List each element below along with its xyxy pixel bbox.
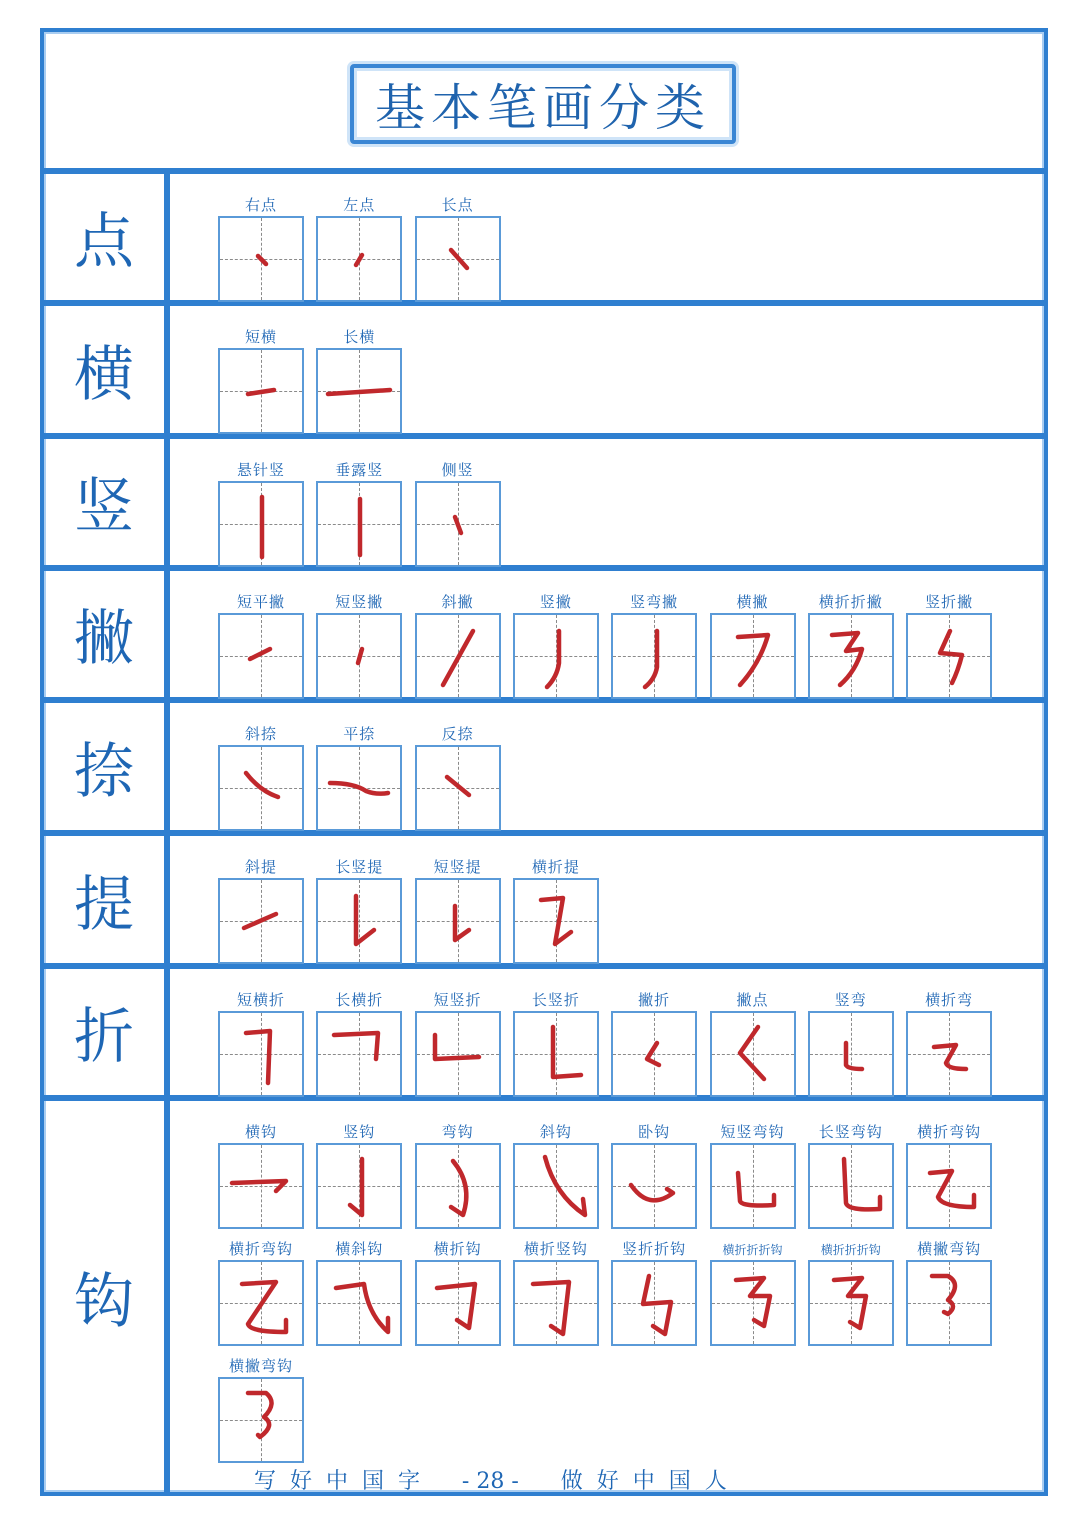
stroke-label: 斜提 — [244, 858, 277, 876]
stroke-label: 长横 — [343, 328, 376, 346]
practice-grid-box — [906, 613, 992, 699]
practice-grid-box — [710, 1143, 796, 1229]
practice-grid-box — [415, 1011, 501, 1097]
stroke-glyph — [318, 747, 400, 829]
stroke-label: 撇折 — [638, 991, 671, 1009]
practice-grid-box — [415, 1143, 501, 1229]
stroke-glyph — [318, 218, 400, 300]
stroke-glyph — [318, 1013, 400, 1095]
stroke-glyph — [417, 1145, 499, 1227]
stroke-glyph — [908, 615, 990, 697]
category-label: 竖 — [44, 439, 170, 565]
category-row — [44, 174, 1044, 306]
stroke-glyph — [220, 1379, 302, 1461]
stroke-path — [553, 1027, 581, 1077]
stroke-label: 短竖弯钩 — [720, 1123, 785, 1141]
category-row — [44, 836, 1044, 969]
stroke-label: 卧钩 — [638, 1123, 671, 1141]
stroke-label: 横折折折钩 — [722, 1243, 783, 1257]
stroke-glyph — [613, 1145, 695, 1227]
stroke-label: 左点 — [343, 196, 376, 214]
stroke-label: 横撇弯钩 — [917, 1240, 982, 1258]
stroke-label: 横折弯钩 — [917, 1123, 982, 1141]
stroke-glyph — [515, 615, 597, 697]
practice-grid-box — [415, 481, 501, 567]
practice-grid-box — [218, 1377, 304, 1463]
stroke-label: 短竖折 — [433, 991, 482, 1009]
stroke-label: 弯钩 — [441, 1123, 474, 1141]
practice-grid-box — [710, 1260, 796, 1346]
stroke-glyph — [318, 350, 400, 432]
stroke-glyph — [613, 1013, 695, 1095]
stroke-glyph — [220, 615, 302, 697]
stroke-chart-sheet — [40, 28, 1048, 1496]
practice-grid-box — [415, 613, 501, 699]
practice-grid-box — [218, 1011, 304, 1097]
stroke-label: 横折弯钩 — [228, 1240, 293, 1258]
practice-grid-box — [415, 745, 501, 831]
practice-grid-box — [218, 348, 304, 434]
stroke-path — [356, 255, 362, 265]
practice-grid-box — [316, 613, 402, 699]
stroke-label: 横折竖钩 — [523, 1240, 588, 1258]
stroke-glyph — [318, 1262, 400, 1344]
footer-page-number: - 28 - — [461, 1469, 519, 1494]
practice-grid-box — [415, 216, 501, 302]
category-label: 钩 — [44, 1101, 170, 1492]
stroke-path — [248, 1393, 272, 1437]
practice-grid-box — [415, 878, 501, 964]
stroke-path — [647, 1043, 659, 1065]
footer — [254, 1464, 954, 1494]
stroke-glyph — [220, 1262, 302, 1344]
stroke-path — [437, 1284, 475, 1328]
category-row — [44, 439, 1044, 571]
stroke-label: 横斜钩 — [335, 1240, 384, 1258]
stroke-label: 悬针竖 — [236, 461, 285, 479]
stroke-glyph — [613, 1262, 695, 1344]
stroke-path — [244, 914, 276, 928]
category-label: 捺 — [44, 703, 170, 830]
stroke-glyph — [318, 483, 400, 565]
stroke-glyph — [417, 880, 499, 962]
stroke-path — [242, 1282, 286, 1332]
practice-grid-box — [808, 613, 894, 699]
stroke-label: 长点 — [441, 196, 474, 214]
practice-grid-box — [906, 1260, 992, 1346]
practice-grid-box — [611, 1260, 697, 1346]
practice-grid-box — [906, 1011, 992, 1097]
stroke-glyph — [220, 880, 302, 962]
stroke-glyph — [908, 1013, 990, 1095]
stroke-label: 竖钩 — [343, 1123, 376, 1141]
practice-grid-box — [611, 1143, 697, 1229]
stroke-label: 短平撇 — [236, 593, 285, 611]
stroke-label: 横折提 — [531, 858, 580, 876]
practice-grid-box — [611, 1011, 697, 1097]
practice-grid-box — [316, 481, 402, 567]
stroke-glyph — [220, 747, 302, 829]
stroke-label: 长横折 — [335, 991, 384, 1009]
stroke-glyph — [417, 483, 499, 565]
stroke-path — [740, 1027, 764, 1079]
stroke-label: 长竖弯钩 — [818, 1123, 883, 1141]
stroke-path — [435, 1035, 479, 1059]
stroke-label: 竖弯撇 — [630, 593, 679, 611]
stroke-path — [350, 1159, 362, 1215]
stroke-glyph — [318, 615, 400, 697]
stroke-label: 横钩 — [244, 1123, 277, 1141]
stroke-path — [940, 631, 962, 683]
stroke-glyph — [613, 615, 695, 697]
stroke-glyph — [417, 615, 499, 697]
stroke-label: 竖折折钩 — [622, 1240, 687, 1258]
stroke-path — [447, 777, 469, 795]
stroke-glyph — [908, 1262, 990, 1344]
stroke-glyph — [515, 880, 597, 962]
stroke-path — [736, 1278, 770, 1326]
stroke-glyph — [712, 615, 794, 697]
stroke-path — [834, 1278, 866, 1328]
stroke-glyph — [810, 1013, 892, 1095]
practice-grid-box — [611, 613, 697, 699]
stroke-glyph — [220, 1145, 302, 1227]
stroke-glyph — [220, 483, 302, 565]
practice-grid-box — [316, 348, 402, 434]
stroke-label: 横折折撇 — [818, 593, 883, 611]
practice-grid-box — [218, 1143, 304, 1229]
stroke-path — [738, 635, 768, 685]
practice-grid-box — [316, 878, 402, 964]
stroke-path — [645, 631, 657, 687]
stroke-path — [250, 649, 270, 659]
stroke-glyph — [810, 615, 892, 697]
stroke-label: 右点 — [244, 196, 277, 214]
stroke-path — [738, 1173, 774, 1206]
stroke-label: 斜钩 — [539, 1123, 572, 1141]
stroke-path — [330, 783, 388, 794]
footer-left: 写 好 中 国 字 — [254, 1469, 420, 1494]
practice-grid-box — [218, 745, 304, 831]
category-label: 撇 — [44, 571, 170, 697]
stroke-path — [451, 1161, 466, 1215]
stroke-path — [358, 649, 362, 663]
page-title: 基本笔画分类 — [350, 64, 736, 144]
practice-grid-box — [218, 878, 304, 964]
stroke-glyph — [712, 1145, 794, 1227]
stroke-label: 斜撇 — [441, 593, 474, 611]
practice-grid-box — [808, 1260, 894, 1346]
stroke-path — [541, 898, 571, 944]
stroke-label: 竖折撇 — [925, 593, 974, 611]
stroke-path — [455, 517, 461, 533]
stroke-path — [932, 1276, 955, 1314]
stroke-label: 垂露竖 — [335, 461, 384, 479]
stroke-label: 竖撇 — [539, 593, 572, 611]
header — [44, 32, 1044, 174]
category-label: 横 — [44, 306, 170, 433]
stroke-path — [934, 1045, 966, 1069]
practice-grid-box — [316, 1143, 402, 1229]
practice-grid-box — [513, 1143, 599, 1229]
stroke-label: 短竖提 — [433, 858, 482, 876]
category-label: 点 — [44, 174, 170, 300]
stroke-path — [844, 1159, 880, 1209]
practice-grid-box — [513, 878, 599, 964]
practice-grid-box — [513, 1011, 599, 1097]
stroke-path — [334, 1033, 378, 1059]
stroke-label: 平捺 — [343, 725, 376, 743]
stroke-path — [356, 896, 374, 944]
stroke-path — [451, 250, 467, 268]
footer-right: 做 好 中 国 人 — [560, 1469, 727, 1494]
stroke-path — [336, 1284, 388, 1332]
practice-grid-box — [513, 613, 599, 699]
stroke-path — [846, 1043, 862, 1069]
stroke-glyph — [515, 1013, 597, 1095]
practice-grid-box — [710, 1011, 796, 1097]
practice-grid-box — [415, 1260, 501, 1346]
stroke-glyph — [417, 747, 499, 829]
stroke-glyph — [417, 1262, 499, 1344]
stroke-path — [248, 390, 274, 394]
category-label: 提 — [44, 836, 170, 963]
stroke-glyph — [220, 350, 302, 432]
stroke-glyph — [810, 1145, 892, 1227]
category-row — [44, 703, 1044, 836]
stroke-label: 竖弯 — [834, 991, 867, 1009]
stroke-label: 横撇弯钩 — [228, 1357, 293, 1375]
stroke-label: 短横 — [244, 328, 277, 346]
stroke-path — [832, 633, 862, 685]
practice-grid-box — [316, 1260, 402, 1346]
stroke-path — [328, 390, 390, 394]
stroke-label: 横折弯 — [925, 991, 974, 1009]
stroke-glyph — [220, 1013, 302, 1095]
stroke-label: 横折折折钩 — [820, 1243, 881, 1257]
stroke-path — [258, 256, 266, 264]
stroke-path — [545, 1157, 585, 1215]
practice-grid-box — [316, 1011, 402, 1097]
stroke-glyph — [712, 1013, 794, 1095]
stroke-label: 短竖撇 — [335, 593, 384, 611]
category-label: 折 — [44, 969, 170, 1095]
stroke-path — [455, 906, 469, 940]
stroke-glyph — [515, 1262, 597, 1344]
category-row — [44, 306, 1044, 439]
stroke-path — [930, 1171, 974, 1207]
stroke-path — [643, 1276, 671, 1334]
stroke-label: 斜捺 — [244, 725, 277, 743]
practice-grid-box — [316, 745, 402, 831]
practice-grid-box — [906, 1143, 992, 1229]
practice-grid-box — [218, 216, 304, 302]
category-row — [44, 1101, 1044, 1492]
stroke-label: 侧竖 — [441, 461, 474, 479]
category-row — [44, 571, 1044, 703]
stroke-glyph — [417, 1013, 499, 1095]
stroke-path — [547, 631, 559, 687]
stroke-glyph — [318, 1145, 400, 1227]
practice-grid-box — [808, 1143, 894, 1229]
stroke-glyph — [417, 218, 499, 300]
stroke-glyph — [318, 880, 400, 962]
practice-grid-box — [218, 481, 304, 567]
stroke-glyph — [515, 1145, 597, 1227]
stroke-glyph — [810, 1262, 892, 1344]
practice-grid-box — [808, 1011, 894, 1097]
stroke-label: 长竖折 — [531, 991, 580, 1009]
stroke-label: 反捺 — [441, 725, 474, 743]
practice-grid-box — [218, 1260, 304, 1346]
stroke-label: 横折钩 — [433, 1240, 482, 1258]
category-row — [44, 969, 1044, 1101]
practice-grid-box — [218, 613, 304, 699]
stroke-glyph — [712, 1262, 794, 1344]
practice-grid-box — [710, 613, 796, 699]
stroke-path — [631, 1185, 673, 1200]
stroke-path — [246, 1031, 270, 1083]
stroke-path — [232, 1181, 286, 1191]
stroke-glyph — [908, 1145, 990, 1227]
stroke-path — [246, 773, 278, 797]
stroke-label: 短横折 — [236, 991, 285, 1009]
stroke-glyph — [220, 218, 302, 300]
stroke-label: 长竖提 — [335, 858, 384, 876]
stroke-label: 撇点 — [736, 991, 769, 1009]
stroke-path — [533, 1282, 569, 1334]
practice-grid-box — [316, 216, 402, 302]
practice-grid-box — [513, 1260, 599, 1346]
stroke-path — [443, 631, 473, 685]
stroke-label: 横撇 — [736, 593, 769, 611]
